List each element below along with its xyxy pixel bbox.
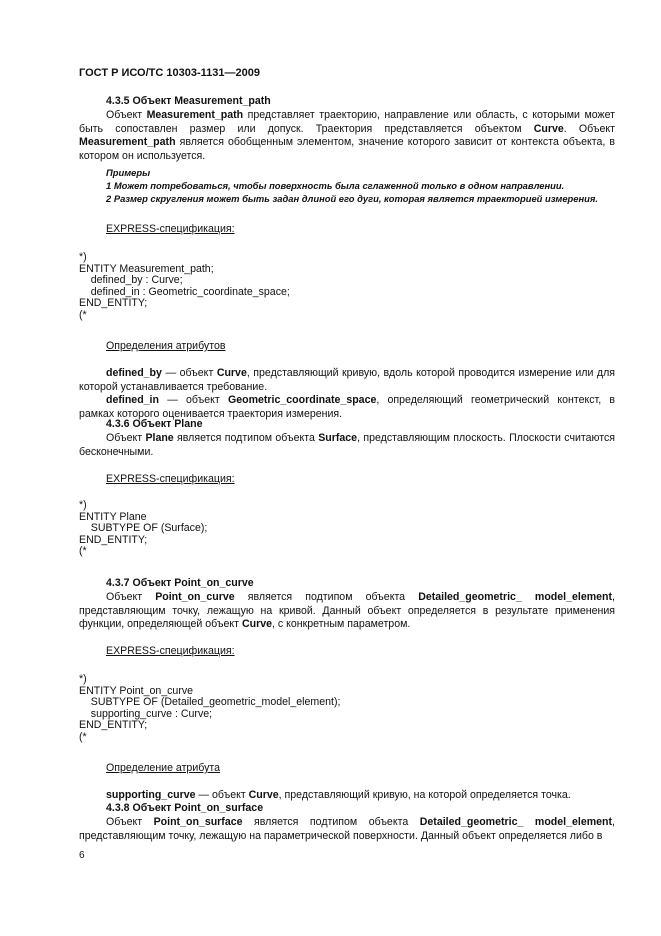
- paragraph-plane: Объект Plane является подтипом объекта Surface, представляющим плоскость. Плоскости считаются бесконечными.: [79, 432, 615, 458]
- express-code-measurement-path: *) ENTITY Measurement_path; defined_by : Curve; defined_in : Geometric_coordinate_space; END_ENTITY; (*: [79, 251, 290, 321]
- section-heading-4-3-7: 4.3.7 Объект Point_on_curve: [106, 577, 254, 589]
- attribute-supporting-curve: supporting_curve — объект Curve, представляющий кривую, на которой определяется точка.: [106, 789, 571, 801]
- example-2: 2 Размер скругления может быть задан длиной его дуги, которая является траекторией измерения.: [106, 193, 599, 204]
- page-number: 6: [79, 850, 85, 861]
- attribute-defined-by: defined_by — объект Curve, представляющий кривую, вдоль которой проводится измерение или для которой устанавливается требование.: [79, 367, 615, 393]
- attribute-defined-in: defined_in — объект Geometric_coordinate_space, определяющий геометрический контекст, в рамках которого оценивается траектория измерения.: [79, 394, 616, 420]
- express-spec-label: EXPRESS-спецификация:: [106, 223, 235, 235]
- paragraph-measurement-path: Объект Measurement_path представляет траекторию, направление или область, с которыми может быть сопоставлен размер или допуск. Траектория представляется объектом Curve. Объект Measurement_path является обобщенным элементом, значение которого зависит от контекста объекта, в котором он используется.: [79, 109, 615, 162]
- section-heading-4-3-8: 4.3.8 Объект Point_on_surface: [106, 802, 264, 814]
- paragraph-point-on-curve: Объект Point_on_curve является подтипом объекта Detailed_geometric_ model_element, представляющим точку, лежащую на кривой. Данный объект определяется в результате применения функции, определяющей объект Curve, с конкретным параметром.: [79, 591, 615, 631]
- example-1: 1 Может потребоваться, чтобы поверхность была сглаженной только в одном направлении.: [106, 180, 565, 191]
- express-code-plane: *) ENTITY Plane SUBTYPE OF (Surface); END_ENTITY; (*: [79, 499, 208, 558]
- attribute-definition-label: Определение атрибута: [106, 762, 221, 774]
- express-code-point-on-curve: *) ENTITY Point_on_curve SUBTYPE OF (Detailed_geometric_model_element); supporting_curve : Curve; END_ENTITY; (*: [79, 673, 341, 743]
- section-heading-4-3-6: 4.3.6 Объект Plane: [106, 418, 203, 430]
- examples-title: Примеры: [106, 167, 151, 178]
- attribute-definitions-label: Определения атрибутов: [106, 340, 226, 352]
- paragraph-point-on-surface: Объект Point_on_surface является подтипом объекта Detailed_geometric_ model_element, представляющим точку, лежащую на параметрической поверхности. Данный объект определяется либо в: [79, 816, 615, 842]
- document-header: ГОСТ Р ИСО/ТС 10303-1131—2009: [79, 67, 260, 79]
- section-heading-4-3-5: 4.3.5 Объект Measurement_path: [106, 95, 271, 107]
- express-spec-label: EXPRESS-спецификация:: [106, 473, 235, 485]
- express-spec-label: EXPRESS-спецификация:: [106, 645, 235, 657]
